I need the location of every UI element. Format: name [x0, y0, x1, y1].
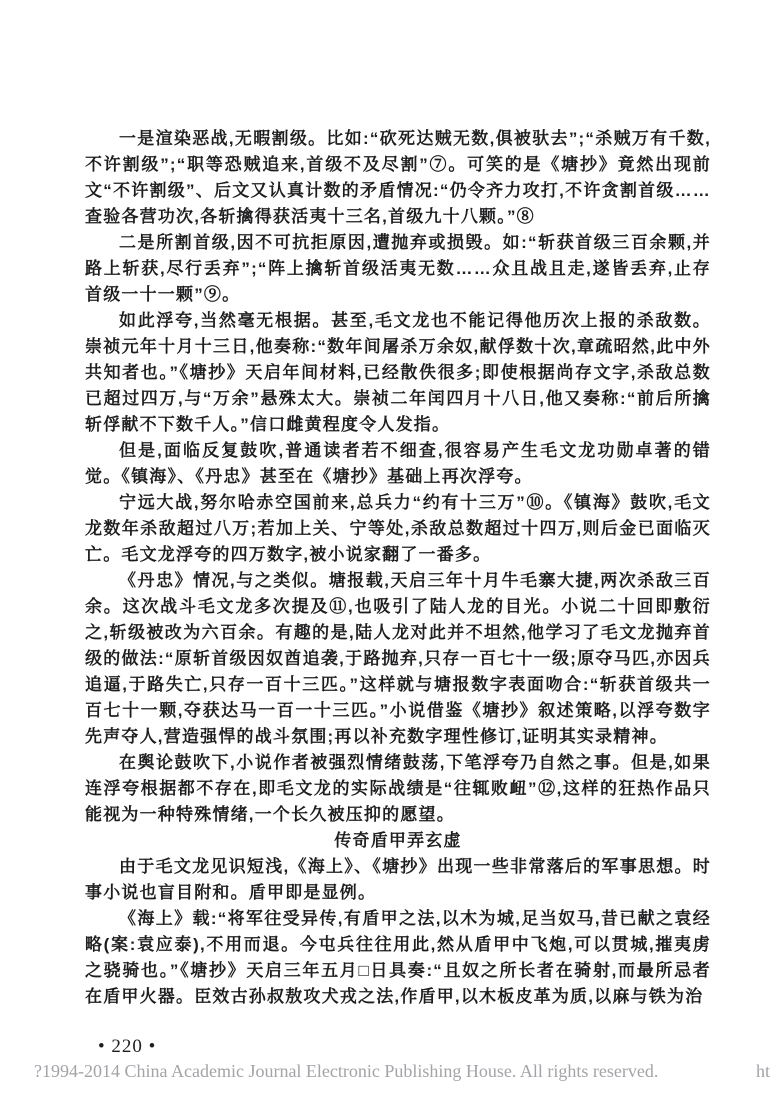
footer-bar — [34, 1061, 770, 1082]
body-paragraph: 《丹忠》情况,与之类似。塘报载,天启三年十月牛毛寨大捷,两次杀敌三百余。这次战斗毛文龙多次提及⑪,也吸引了陆人龙的目光。小说二十回即敷衍之,斩级被改为六百余。有趣的是,陆人龙对此并不坦然,他学习了毛文龙抛弃首级的做法:“原斩首级因奴酋追袭,于路抛弃,只存一百七十一级;原夺马匹,亦因兵追逼,于路失亡,只存一百十三匹。”这样就与塘报数字表面吻合:“斩获首级共一百七十一颗,夺获达马一百一十三匹。”小说借鉴《塘抄》叙述策略,以浮夸数字先声夺人,营造强悍的战斗氛围;再以补充数字理性修订,证明其实录精神。 — [85, 571, 711, 746]
body-paragraph: 但是,面临反复鼓吹,普通读者若不细查,很容易产生毛文龙功勋卓著的错觉。《镇海》、《丹忠》甚至在《塘抄》基础上再次浮夸。 — [85, 441, 711, 486]
footer-url-fragment: ht — [755, 1061, 770, 1081]
body-paragraph: 《海上》载:“将军往受异传,有盾甲之法,以木为城,足当奴马,昔已献之袁经略(案:袁应泰),不用而退。今屯兵往往用此,然从盾甲中飞炮,可以贯城,摧夷虏之骁骑也。”《塘抄》天启三年五月□日具奏:“且奴之所长者在骑射,而最所忌者在盾甲火器。臣效古孙叔敖攻犬戎之法,作盾甲,以木板皮革为质,以麻与铁为治 — [85, 909, 711, 1006]
section-heading: 传奇盾甲弄玄虚 — [334, 831, 462, 850]
body-paragraph: 如此浮夸,当然毫无根据。甚至,毛文龙也不能记得他历次上报的杀敌数。崇祯元年十月十三日,他奏称:“数年间屠杀万余奴,献俘数十次,章疏昭然,此中外共知者也。”《塘抄》天启年间材料,已经散佚很多;即使根据尚存文字,杀敌总数已超过四万,与“万余”悬殊太大。崇祯二年闰四月十八日,他又奏称:“前后所擒斩俘献不下数千人。”信口雌黄程度令人发指。 — [85, 311, 711, 434]
page-text-block — [85, 126, 711, 1010]
copyright-notice: ?1994-2014 China Academic Journal Electronic Publishing House. All rights reserved. — [34, 1061, 659, 1081]
body-paragraph: 由于毛文龙见识短浅,《海上》、《塘抄》出现一些非常落后的军事思想。时事小说也盲目附和。盾甲即是显例。 — [85, 857, 711, 902]
body-paragraph: 二是所割首级,因不可抗拒原因,遭抛弃或损毁。如:“斩获首级三百余颗,并路上斩获,尽行丢弃”;“阵上擒斩首级活夷无数……众且战且走,遂皆丢弃,止存首级一十一颗”⑨。 — [85, 233, 711, 304]
page-number: • 220 • — [98, 1036, 157, 1057]
body-paragraph: 一是渲染恶战,无暇割级。比如:“砍死达贼无数,俱被驮去”;“杀贼万有千数,不许割级”;“职等恐贼追来,首级不及尽割”⑦。可笑的是《塘抄》竟然出现前文“不许割级”、后文又认真计数的矛盾情况:“仍令齐力攻打,不许贪割首级……查验各营功次,各斩擒得获活夷十三名,首级九十八颗。”⑧ — [85, 129, 711, 226]
body-paragraph: 宁远大战,努尔哈赤空国前来,总兵力“约有十三万”⑩。《镇海》鼓吹,毛文龙数年杀敌超过八万;若加上关、宁等处,杀敌总数超过十四万,则后金已面临灭亡。毛文龙浮夸的四万数字,被小说家翻了一番多。 — [85, 493, 711, 564]
body-paragraph: 在舆论鼓吹下,小说作者被强烈情绪鼓荡,下笔浮夸乃自然之事。但是,如果连浮夸根据都不存在,即毛文龙的实际战绩是“往辄败衄”⑫,这样的狂热作品只能视为一种特殊情绪,一个长久被压抑的愿望。 — [85, 753, 711, 824]
